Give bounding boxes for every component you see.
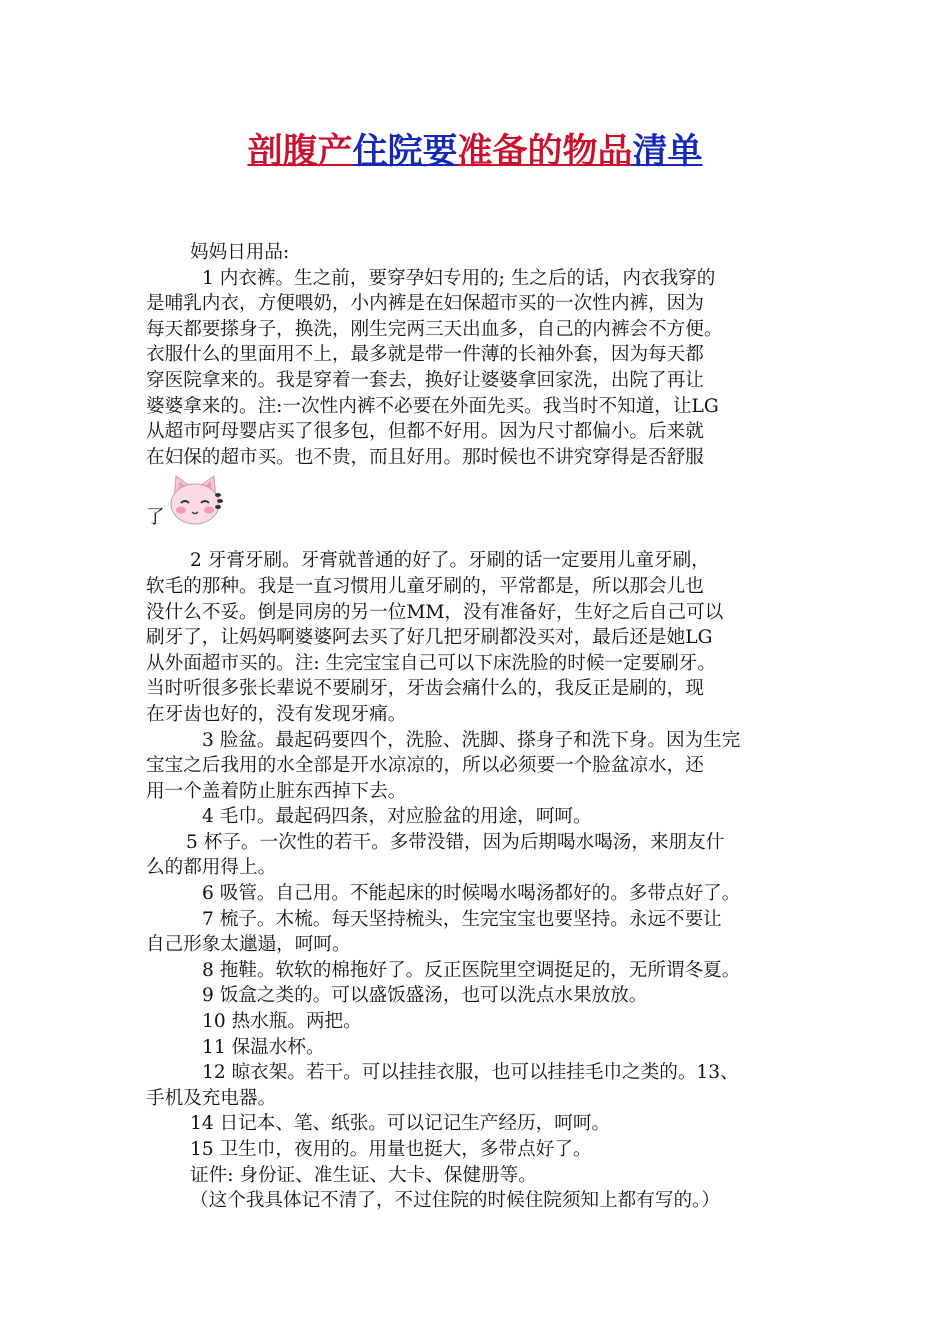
documents-line: 证件: 身份证、准生证、大卡、保健册等。 <box>190 1164 537 1186</box>
item-8: 8 拖鞋。软软的棉拖好了。反正医院里空调挺足的，无所谓冬夏。 <box>202 959 741 981</box>
item-1-line-6: 婆婆拿来的。注:一次性内裤不必要在外面先买。我当时不知道，让LG <box>146 395 719 417</box>
item-2-line-1: 2 牙膏牙刷。牙膏就普通的好了。牙刷的话一定要用儿童牙刷， <box>190 550 710 572</box>
item-1-line-5: 穿医院拿来的。我是穿着一套去，换好让婆婆拿回家洗，出院了再让 <box>146 369 704 391</box>
item-1-last-line <box>146 470 826 536</box>
item-1-line-1: 1 内衣裤。生之前，要穿孕妇专用的; 生之后的话，内衣我穿的 <box>202 267 716 289</box>
item-12 <box>146 1060 826 1111</box>
item-2 <box>146 548 826 727</box>
item-15: 15 卫生巾，夜用的。用量也挺大，多带点好了。 <box>190 1139 592 1160</box>
item-12-line-1: 12 晾衣架。若干。可以挂挂衣服，也可以挂挂毛巾之类的。13、 <box>202 1062 739 1084</box>
title-segment-4: 清单 <box>632 132 703 172</box>
item-7-line-1: 7 梳子。木梳。每天坚持梳头，生完宝宝也要坚持。永远不要让 <box>202 908 722 930</box>
title-segment-3[interactable]: 准备的物品 <box>457 132 633 172</box>
item-5-line-1: 5 杯子。一次性的若干。多带没错，因为后期喝水喝汤，来朋友什 <box>186 831 725 853</box>
item-2-line-4: 刷牙了，让妈妈啊婆婆阿去买了好几把牙刷都没买对，最后还是她LG <box>146 627 713 649</box>
document-title <box>0 128 950 176</box>
title-segment-2: 住院要 <box>352 132 458 172</box>
item-3-line-3: 用一个盖着防止脏东西掉下去。 <box>146 780 407 802</box>
item-12-line-2: 手机及充电器。 <box>146 1087 277 1109</box>
item-5-line-2: 么的都用得上。 <box>146 857 277 879</box>
item-1-line-4: 衣服什么的里面用不上，最多就是带一件薄的长袖外套，因为每天都 <box>146 344 704 366</box>
item-6: 6 吸管。自己用。不能起床的时候喝水喝汤都好的。多带点好了。 <box>202 883 741 905</box>
item-7 <box>146 907 826 958</box>
item-9: 9 饭盒之类的。可以盛饭盛汤，也可以洗点水果放放。 <box>202 985 648 1007</box>
item-7-line-2: 自己形象太邋遢，呵呵。 <box>146 934 351 956</box>
item-3-line-2: 宝宝之后我用的水全部是开水凉凉的，所以必须要一个脸盆凉水，还 <box>146 755 704 777</box>
item-1-line-3: 每天都要搽身子，换洗，刚生完两三天出血多，自己的内裤会不方便。 <box>146 318 723 340</box>
item-1-line-7: 从超市阿母婴店买了很多包，但都不好用。因为尺寸都偏小。后来就 <box>146 421 704 443</box>
item-1 <box>146 266 826 537</box>
title-segment-1[interactable]: 剖腹产 <box>247 132 353 172</box>
item-4: 4 毛巾。最起码四条，对应脸盆的用途，呵呵。 <box>202 806 592 828</box>
item-5 <box>146 830 826 881</box>
section-heading: 妈妈日用品: <box>190 242 290 263</box>
item-2-line-3: 没什么不妥。倒是同房的另一位MM，没有准备好，生好之后自己可以 <box>146 601 724 623</box>
item-2-line-7: 在牙齿也好的，没有发现牙痛。 <box>146 703 407 725</box>
item-11: 11 保温水杯。 <box>202 1036 325 1058</box>
item-2-line-5: 从外面超市买的。注: 生完宝宝自己可以下床洗脸的时候一定要刷牙。 <box>146 652 716 674</box>
item-1-line-8: 在妇保的超市买。也不贵，而且好用。那时候也不讲究穿得是否舒服 <box>146 446 704 468</box>
item-3 <box>146 728 826 805</box>
smiling-cat-emoticon-icon <box>166 470 224 528</box>
item-2-line-2: 软毛的那种。我是一直习惯用儿童牙刷的，平常都是，所以那会儿也 <box>146 575 704 597</box>
document-body <box>146 240 826 1214</box>
item-1-line-9: 了 <box>146 506 165 528</box>
note-line: （这个我具体记不清了，不过住院的时候住院须知上都有写的。） <box>190 1190 720 1212</box>
item-3-line-1: 3 脸盆。最起码要四个，洗脸、洗脚、搽身子和洗下身。因为生完 <box>202 729 741 751</box>
item-10: 10 热水瓶。两把。 <box>202 1011 362 1033</box>
item-14: 14 日记本、笔、纸张。可以记记生产经历，呵呵。 <box>190 1113 611 1135</box>
item-1-line-2: 是哺乳内衣，方便喂奶，小内裤是在妇保超市买的一次性内裤，因为 <box>146 293 704 315</box>
item-2-line-6: 当时听很多张长辈说不要刷牙，牙齿会痛什么的，我反正是刷的，现 <box>146 678 704 700</box>
